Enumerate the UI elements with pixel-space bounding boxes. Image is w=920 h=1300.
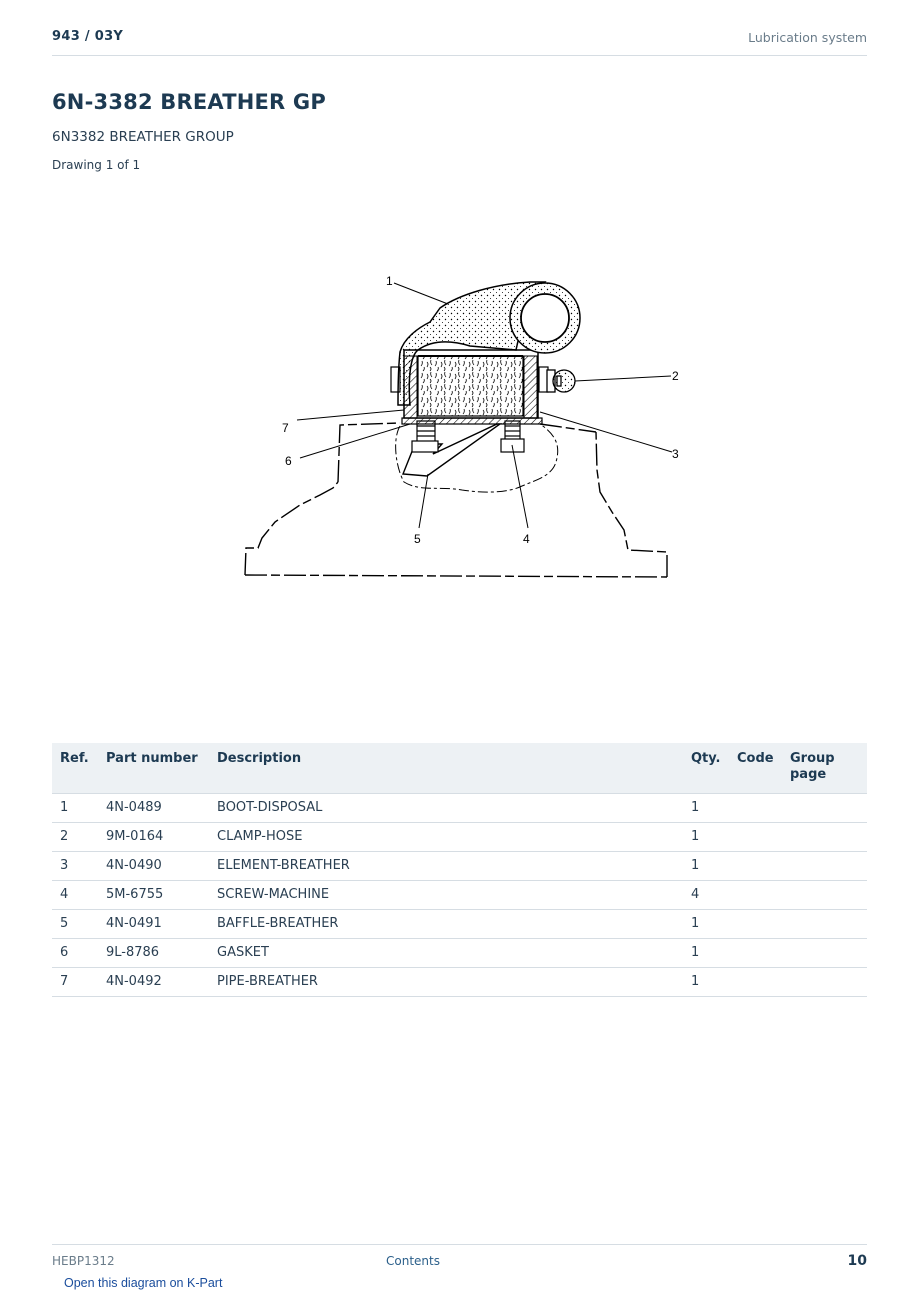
- cell-part-number: 4N-0489: [98, 793, 209, 822]
- cell-code: [729, 793, 782, 822]
- open-kpart-link[interactable]: Open this diagram on K-Part: [64, 1276, 223, 1290]
- cell-qty: 1: [683, 938, 729, 967]
- breather-element-shape: [418, 356, 523, 416]
- cell-part-number: 4N-0490: [98, 851, 209, 880]
- cell-ref: 4: [52, 880, 98, 909]
- cell-description: ELEMENT-BREATHER: [209, 851, 683, 880]
- cell-qty: 4: [683, 880, 729, 909]
- cell-ref: 6: [52, 938, 98, 967]
- page-subtitle: 6N3382 BREATHER GROUP: [52, 129, 234, 145]
- col-header-qty: [683, 743, 729, 793]
- cell-description: BAFFLE-BREATHER: [209, 909, 683, 938]
- cell-description: CLAMP-HOSE: [209, 822, 683, 851]
- col-header-group-page: [782, 743, 867, 793]
- cell-part-number: 5M-6755: [98, 880, 209, 909]
- table-row: [52, 967, 867, 996]
- drawing-count: Drawing 1 of 1: [52, 158, 141, 172]
- cell-group-page: [782, 909, 867, 938]
- table-row: [52, 909, 867, 938]
- cell-code: [729, 938, 782, 967]
- screw-left: [412, 421, 438, 452]
- cell-part-number: 9L-8786: [98, 938, 209, 967]
- gasket-shape: [402, 418, 542, 424]
- col-header-code: Code: [729, 743, 782, 793]
- cell-ref: 7: [52, 967, 98, 996]
- contents-link[interactable]: Contents: [386, 1254, 440, 1268]
- cell-description: BOOT-DISPOSAL: [209, 793, 683, 822]
- table-row: [52, 822, 867, 851]
- cell-description: SCREW-MACHINE: [209, 880, 683, 909]
- cell-group-page: [782, 793, 867, 822]
- cell-code: [729, 967, 782, 996]
- callout-7: 7: [282, 421, 289, 435]
- parts-table: [52, 743, 867, 997]
- document-code: HEBP1312: [52, 1254, 115, 1268]
- cell-code: [729, 822, 782, 851]
- col-header-description: Description: [209, 743, 683, 793]
- col-header-group-page-label: Group page: [790, 751, 835, 782]
- callout-2: 2: [672, 369, 679, 383]
- cell-qty: 1: [683, 793, 729, 822]
- clamp-hose-shape: [547, 370, 575, 392]
- cell-code: [729, 851, 782, 880]
- parts-diagram: [200, 182, 720, 712]
- callout-3: 3: [672, 447, 679, 461]
- cell-description: PIPE-BREATHER: [209, 967, 683, 996]
- page-header: [52, 28, 867, 56]
- page-footer: [52, 1244, 867, 1274]
- cell-group-page: [782, 938, 867, 967]
- callout-4: 4: [523, 532, 530, 546]
- parts-table-body: [52, 793, 867, 996]
- cell-qty: 1: [683, 851, 729, 880]
- table-row: [52, 793, 867, 822]
- page-number: 10: [847, 1253, 867, 1269]
- cell-qty: 1: [683, 822, 729, 851]
- callout-6: 6: [285, 454, 292, 468]
- cell-group-page: [782, 880, 867, 909]
- cell-ref: 2: [52, 822, 98, 851]
- cell-code: [729, 909, 782, 938]
- machine-model: 943 / 03Y: [52, 29, 124, 44]
- cell-ref: 1: [52, 793, 98, 822]
- section-name: Lubrication system: [748, 30, 867, 45]
- cell-part-number: 4N-0492: [98, 967, 209, 996]
- table-row: [52, 851, 867, 880]
- col-header-ref: Ref.: [52, 743, 98, 793]
- table-row: [52, 938, 867, 967]
- cell-group-page: [782, 851, 867, 880]
- col-header-part-number: Part number: [98, 743, 209, 793]
- cell-group-page: [782, 967, 867, 996]
- cell-group-page: [782, 822, 867, 851]
- cell-part-number: 4N-0491: [98, 909, 209, 938]
- callout-5: 5: [414, 532, 421, 546]
- cell-description: GASKET: [209, 938, 683, 967]
- cell-part-number: 9M-0164: [98, 822, 209, 851]
- cell-code: [729, 880, 782, 909]
- callout-1: 1: [386, 274, 393, 288]
- cell-qty: 1: [683, 909, 729, 938]
- table-row: [52, 880, 867, 909]
- boot-opening-inner: [521, 294, 569, 342]
- table-header-row: [52, 743, 867, 793]
- cell-ref: 5: [52, 909, 98, 938]
- col-header-qty-label: Qty.: [691, 751, 721, 766]
- page-title: 6N-3382 BREATHER GP: [52, 90, 326, 114]
- cell-ref: 3: [52, 851, 98, 880]
- cell-qty: 1: [683, 967, 729, 996]
